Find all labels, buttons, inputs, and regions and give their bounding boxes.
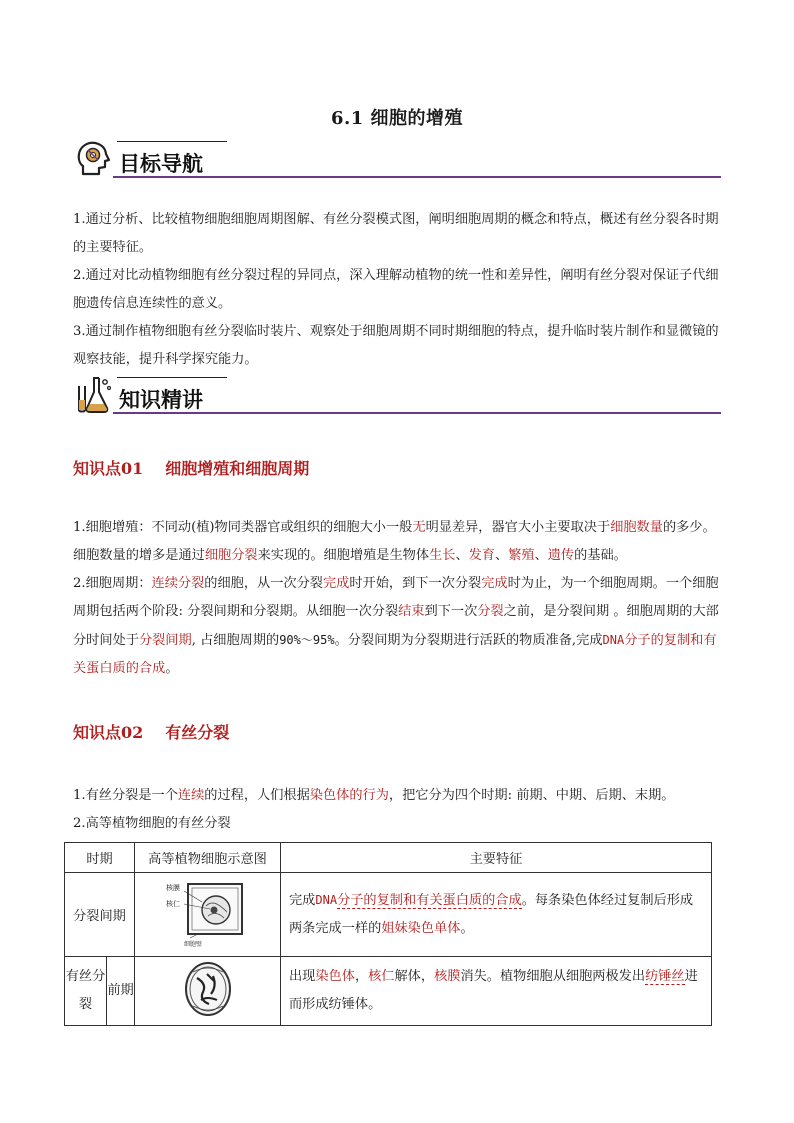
knowledge-section-rule: [113, 412, 721, 414]
cell-wall-label: 细胞壁: [183, 940, 202, 948]
features-cell: 出现染色体，核仁解体，核膜消失。植物细胞从细胞两极发出纺锤丝进而形成纺锤体。: [281, 957, 712, 1026]
knowledge-section-title: 知识精讲: [119, 388, 203, 412]
table-row: [65, 873, 712, 957]
kp2-content: [73, 782, 723, 838]
nucleolus-label: 核仁: [165, 899, 180, 908]
knowledge-point-number: 知识点02: [73, 723, 144, 742]
flask-icon: [73, 374, 113, 414]
knowledge-point-1-heading: [73, 456, 309, 479]
phase-cell: 前期: [107, 957, 135, 1026]
interphase-cell-diagram: [164, 878, 252, 948]
goal-item: 2.通过对比动植物细胞有丝分裂过程的异同点，深入理解动植物的统一性和差异性，阐明有丝分裂对保证子代细胞遗传信息连续性的意义。: [73, 268, 719, 311]
header-top-line: [117, 141, 227, 142]
prophase-cell-diagram: [183, 960, 233, 1018]
goal-item: 3.通过制作植物细胞有丝分裂临时装片、观察处于细胞周期不同时期细胞的特点，提升临时装片制作和显微镜的观察技能，提升科学探究能力。: [73, 324, 719, 367]
table-header-cell: 主要特征: [281, 843, 712, 873]
knowledge-section-header: [73, 374, 721, 416]
diagram-cell: [135, 873, 281, 957]
header-top-line: [117, 377, 227, 378]
goals-section-title: 目标导航: [119, 152, 203, 176]
page-title: 6.1 细胞的增殖: [330, 108, 464, 129]
goals-list: [73, 206, 723, 374]
phase-group-cell: 有丝分裂: [65, 957, 107, 1026]
features-cell: 完成DNA分子的复制和有关蛋白质的合成。每条染色体经过复制后形成两条完成一样的姐妹染色单体。: [281, 873, 712, 957]
kp2-paragraph-2: 2.高等植物细胞的有丝分裂: [73, 816, 231, 831]
diagram-cell: [135, 957, 281, 1026]
kp1-paragraph-2: 2.细胞周期：连续分裂的细胞，从一次分裂完成时开始，到下一次分裂完成时为止，为一个细胞周期。一个细胞周期包括两个阶段: 分裂间期和分裂期。从细胞一次分裂结束到下一次分裂之前，是分裂间期 。细胞周期的大部分时间处于分裂间期, 占细胞周期的90%～95%。分裂间期为分裂期进行活跃的物质准备,完成DNA分子的复制和有关蛋白质的合成。: [73, 576, 719, 676]
table-header-cell: 高等植物细胞示意图: [135, 843, 281, 873]
phase-cell: 分裂间期: [65, 873, 135, 957]
nuclear-membrane-label: 核膜: [165, 883, 180, 892]
knowledge-point-title: 有丝分裂: [165, 723, 230, 742]
head-gear-icon: [73, 138, 113, 178]
goals-section-header: [73, 138, 721, 180]
goal-item: 1.通过分析、比较植物细胞细胞周期图解、有丝分裂模式图，阐明细胞周期的概念和特点，概述有丝分裂各时期的主要特征。: [73, 212, 719, 255]
kp1-paragraph-1: 1.细胞增殖：不同动(植)物同类器官或组织的细胞大小一般无明显差异，器官大小主要取决于细胞数量的多少。细胞数量的增多是通过细胞分裂来实现的。细胞增殖是生物体生长、发育、繁殖、遗传的基础。: [73, 520, 716, 563]
table-header-row: [65, 843, 712, 873]
knowledge-point-number: 知识点01: [73, 459, 144, 478]
table-header-cell: 时期: [65, 843, 135, 873]
table-row: [65, 957, 712, 1026]
kp1-content: [73, 514, 723, 683]
kp2-paragraph-1: 1.有丝分裂是一个连续的过程，人们根据染色体的行为，把它分为四个时期: 前期、中期、后期、末期。: [73, 788, 675, 803]
mitosis-table: [64, 842, 712, 1026]
knowledge-point-2-heading: [73, 720, 229, 743]
goals-section-rule: [113, 176, 721, 178]
knowledge-point-title: 细胞增殖和细胞周期: [165, 459, 310, 478]
